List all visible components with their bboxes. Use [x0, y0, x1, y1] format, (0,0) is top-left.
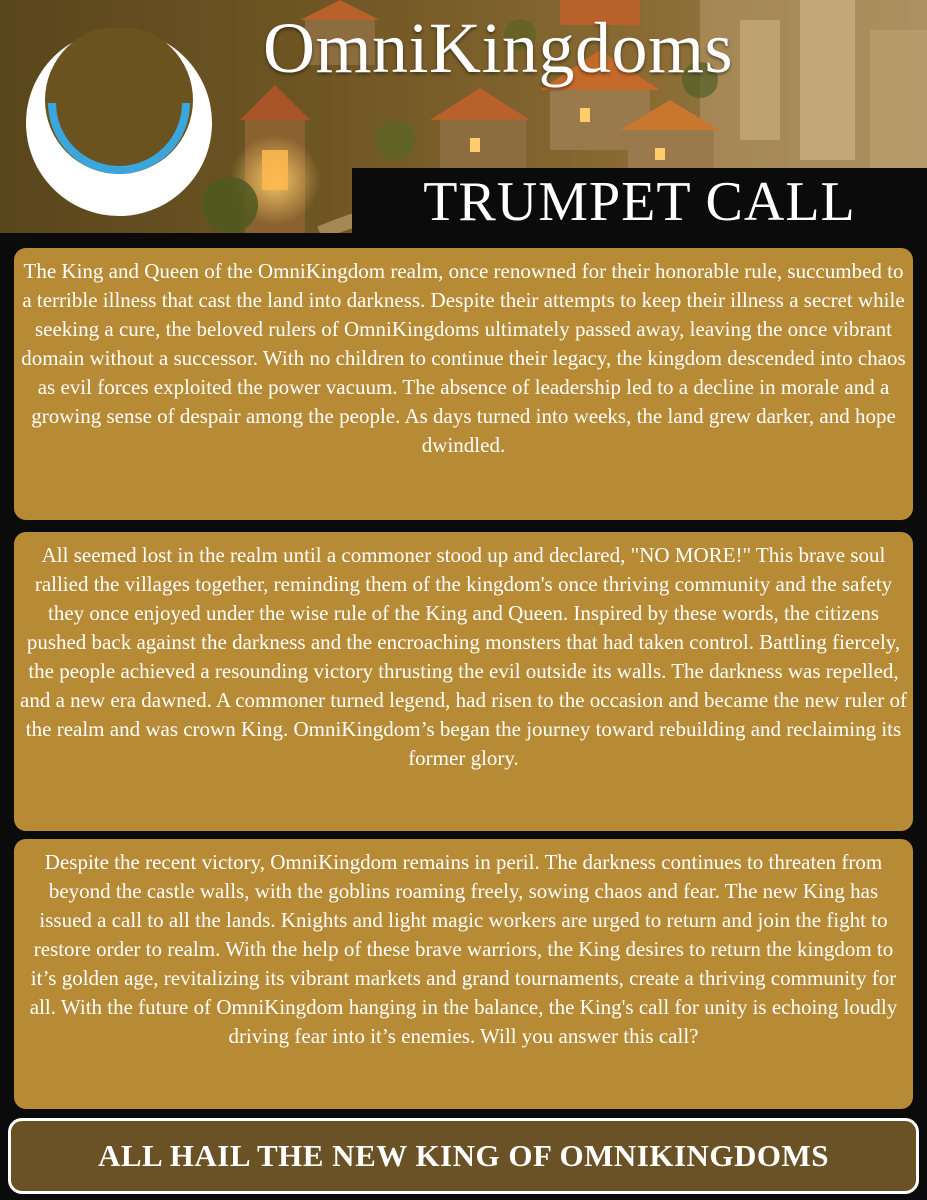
story-panel — [14, 532, 913, 831]
page-title: TRUMPET CALL — [423, 171, 856, 233]
crescent-moon-icon — [24, 28, 214, 218]
story-paragraph: All seemed lost in the realm until a commoner stood up and declared, "NO MORE!" This brave soul rallied the villages together, reminding them of the kingdom's once thriving community and the safety they once enjoyed under the wise rule of the King and Queen. Inspired by these words, the citizens pushed back against the darkness and the encroaching monsters that had taken control. Battling fiercely, the people achieved a resounding victory thrusting the evil outside its walls. The darkness was repelled, and a new era dawned. A commoner turned legend, had risen to the occasion and became the new ruler of the realm and was crown King. OmniKingdom’s began the journey toward rebuilding and reclaiming its former glory. — [20, 543, 907, 770]
brand-title: OmniKingdoms — [262, 8, 734, 88]
story-panel — [14, 248, 913, 520]
story-panel — [14, 839, 913, 1109]
story-paragraph: Despite the recent victory, OmniKingdom remains in peril. The darkness continues to threaten from beyond the castle walls, with the goblins roaming freely, sowing chaos and fear. The new King has issued a call to all the lands. Knights and light magic workers are urged to return and join the fight to restore order to realm. With the help of these brave warriors, the King desires to return the kingdom to it’s golden age, revitalizing its vibrant markets and grand tournaments, create a thriving community for all. With the future of OmniKingdom hanging in the balance, the King's call for unity is echoing loudly driving fear into it’s enemies. Will you answer this call? — [29, 850, 898, 1048]
closing-banner: ALL HAIL THE NEW KING OF OMNIKINGDOMS — [8, 1118, 919, 1194]
story-paragraph: The King and Queen of the OmniKingdom realm, once renowned for their honorable rule, succumbed to a terrible illness that cast the land into darkness. Despite their attempts to keep their illness a secret while seeking a cure, the beloved rulers of OmniKingdoms ultimately passed away, leaving the once vibrant domain without a successor. With no children to continue their legacy, the kingdom descended into chaos as evil forces exploited the power vacuum. The absence of leadership led to a decline in morale and a growing sense of despair among the people. As days turned into weeks, the land grew darker, and hope dwindled. — [21, 259, 906, 457]
header — [0, 0, 927, 233]
